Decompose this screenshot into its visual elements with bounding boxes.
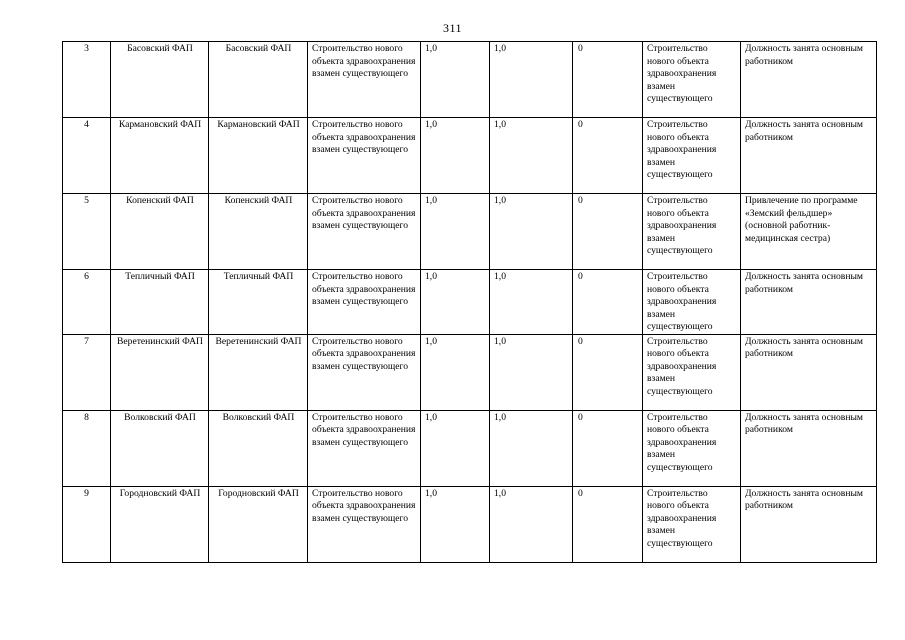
value-cell: 1,0 [490,118,573,194]
staffing-note: Должность занята основным работником [741,270,877,335]
table-row [63,194,877,270]
value-cell: 0 [573,334,643,410]
fap-name-repeat: Веретенинский ФАП [209,334,308,410]
table-row [63,334,877,410]
table-row [63,486,877,562]
table-row [63,410,877,486]
fap-table [62,41,877,563]
table-row [63,118,877,194]
value-cell: 1,0 [421,486,490,562]
planned-action-repeat: Строительство нового объекта здравоохранения взамен существующего [643,270,741,335]
row-number: 6 [63,270,111,335]
value-cell: 1,0 [421,410,490,486]
fap-name-repeat: Городновский ФАП [209,486,308,562]
value-cell: 0 [573,270,643,335]
value-cell: 1,0 [421,42,490,118]
planned-action: Строительство нового объекта здравоохранения взамен существующего [308,410,421,486]
planned-action-repeat: Строительство нового объекта здравоохранения взамен существующего [643,42,741,118]
table-row [63,42,877,118]
fap-name: Кармановский ФАП [111,118,209,194]
planned-action-repeat: Строительство нового объекта здравоохранения взамен существующего [643,194,741,270]
value-cell: 1,0 [421,270,490,335]
value-cell: 1,0 [421,194,490,270]
value-cell: 0 [573,410,643,486]
staffing-note: Привлечение по программе «Земский фельдшер» (основной работник- медицинская сестра) [741,194,877,270]
value-cell: 1,0 [490,486,573,562]
fap-name: Копенский ФАП [111,194,209,270]
value-cell: 0 [573,118,643,194]
value-cell: 0 [573,42,643,118]
value-cell: 1,0 [490,270,573,335]
value-cell: 1,0 [490,410,573,486]
value-cell: 0 [573,194,643,270]
planned-action: Строительство нового объекта здравоохранения взамен существующего [308,334,421,410]
planned-action: Строительство нового объекта здравоохранения взамен существующего [308,194,421,270]
row-number: 9 [63,486,111,562]
staffing-note: Должность занята основным работником [741,410,877,486]
row-number: 7 [63,334,111,410]
fap-name: Городновский ФАП [111,486,209,562]
staffing-note: Должность занята основным работником [741,118,877,194]
value-cell: 1,0 [490,334,573,410]
row-number: 8 [63,410,111,486]
fap-name-repeat: Кармановский ФАП [209,118,308,194]
row-number: 3 [63,42,111,118]
staffing-note: Должность занята основным работником [741,486,877,562]
row-number: 5 [63,194,111,270]
staffing-note: Должность занята основным работником [741,42,877,118]
fap-name-repeat: Басовский ФАП [209,42,308,118]
fap-name-repeat: Волковский ФАП [209,410,308,486]
fap-name: Тепличный ФАП [111,270,209,335]
value-cell: 1,0 [490,194,573,270]
planned-action: Строительство нового объекта здравоохранения взамен существующего [308,270,421,335]
value-cell: 1,0 [421,334,490,410]
fap-name: Веретенинский ФАП [111,334,209,410]
planned-action-repeat: Строительство нового объекта здравоохранения взамен существующего [643,410,741,486]
planned-action: Строительство нового объекта здравоохранения взамен существующего [308,118,421,194]
value-cell: 1,0 [421,118,490,194]
value-cell: 1,0 [490,42,573,118]
planned-action-repeat: Строительство нового объекта здравоохранения взамен существующего [643,118,741,194]
staffing-note: Должность занята основным работником [741,334,877,410]
planned-action: Строительство нового объекта здравоохранения взамен существующего [308,486,421,562]
fap-name-repeat: Копенский ФАП [209,194,308,270]
page-number: 311 [442,21,463,35]
fap-name: Басовский ФАП [111,42,209,118]
fap-name: Волковский ФАП [111,410,209,486]
table-row [63,270,877,335]
row-number: 4 [63,118,111,194]
fap-name-repeat: Тепличный ФАП [209,270,308,335]
value-cell: 0 [573,486,643,562]
planned-action: Строительство нового объекта здравоохранения взамен существующего [308,42,421,118]
planned-action-repeat: Строительство нового объекта здравоохранения взамен существующего [643,334,741,410]
planned-action-repeat: Строительство нового объекта здравоохранения взамен существующего [643,486,741,562]
